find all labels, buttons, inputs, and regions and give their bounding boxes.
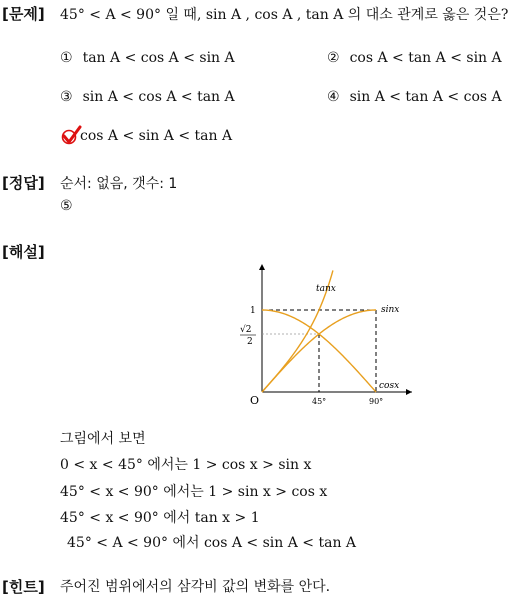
trig-graph bbox=[236, 262, 416, 410]
choice-2-number: ② bbox=[327, 50, 340, 66]
x-label-45: 45° bbox=[312, 397, 327, 406]
choice-1-number: ① bbox=[60, 50, 73, 66]
choice-2-text: cos A < tan A < sin A bbox=[349, 50, 502, 66]
choice-4-text: sin A < tan A < cos A bbox=[349, 89, 502, 105]
check-mark-icon bbox=[60, 124, 82, 146]
x-label-90: 90° bbox=[369, 397, 384, 406]
answer-label: [정답] bbox=[2, 174, 45, 192]
explanation-line-2: 0 < x < 45° 에서는 1 > cos x > sin x bbox=[60, 457, 312, 473]
origin-label: O bbox=[250, 394, 260, 407]
explanation-line-5: 45° < A < 90° 에서 cos A < sin A < tan A bbox=[67, 535, 357, 551]
choice-3-text: sin A < cos A < tan A bbox=[82, 89, 235, 105]
answer-value: ⑤ bbox=[60, 198, 73, 214]
choice-1-text: tan A < cos A < sin A bbox=[82, 50, 235, 66]
explanation-line-4: 45° < x < 90° 에서 tan x > 1 bbox=[60, 510, 260, 526]
choice-3-number: ③ bbox=[60, 89, 73, 105]
hint-text: 주어진 범위에서의 삼각비 값의 변화를 안다. bbox=[60, 579, 331, 595]
y-label-sqrt2-num: √2 bbox=[240, 325, 252, 335]
y-axis-arrow-icon bbox=[259, 264, 265, 270]
hint-label: [힌트] bbox=[2, 578, 45, 596]
choice-5-text: cos A < sin A < tan A bbox=[80, 128, 233, 144]
answer-line: 순서: 없음, 갯수: 1 bbox=[60, 176, 178, 192]
explanation-line-3: 45° < x < 90° 에서는 1 > sin x > cos x bbox=[60, 484, 328, 500]
y-label-sqrt2-den: 2 bbox=[247, 337, 253, 347]
tan-label: tanx bbox=[316, 284, 336, 294]
choice-3[interactable] bbox=[60, 89, 235, 105]
explanation-line-1: 그림에서 보면 bbox=[60, 431, 146, 447]
choice-1[interactable] bbox=[60, 50, 235, 66]
choice-5[interactable] bbox=[80, 128, 232, 144]
choice-4-number: ④ bbox=[327, 89, 340, 105]
explanation-label: [해설] bbox=[2, 243, 45, 261]
choice-4[interactable] bbox=[327, 89, 502, 105]
question-text: 45° < A < 90° 일 때, sin A , cos A , tan A 의 대소 관계로 옳은 것은? bbox=[60, 7, 509, 23]
sin-label: sinx bbox=[381, 305, 400, 315]
y-label-one: 1 bbox=[250, 306, 256, 316]
problem-label: [문제] bbox=[2, 5, 45, 23]
choice-2[interactable] bbox=[327, 50, 502, 66]
x-axis-arrow-icon bbox=[406, 389, 412, 395]
cos-label: cosx bbox=[379, 381, 400, 391]
